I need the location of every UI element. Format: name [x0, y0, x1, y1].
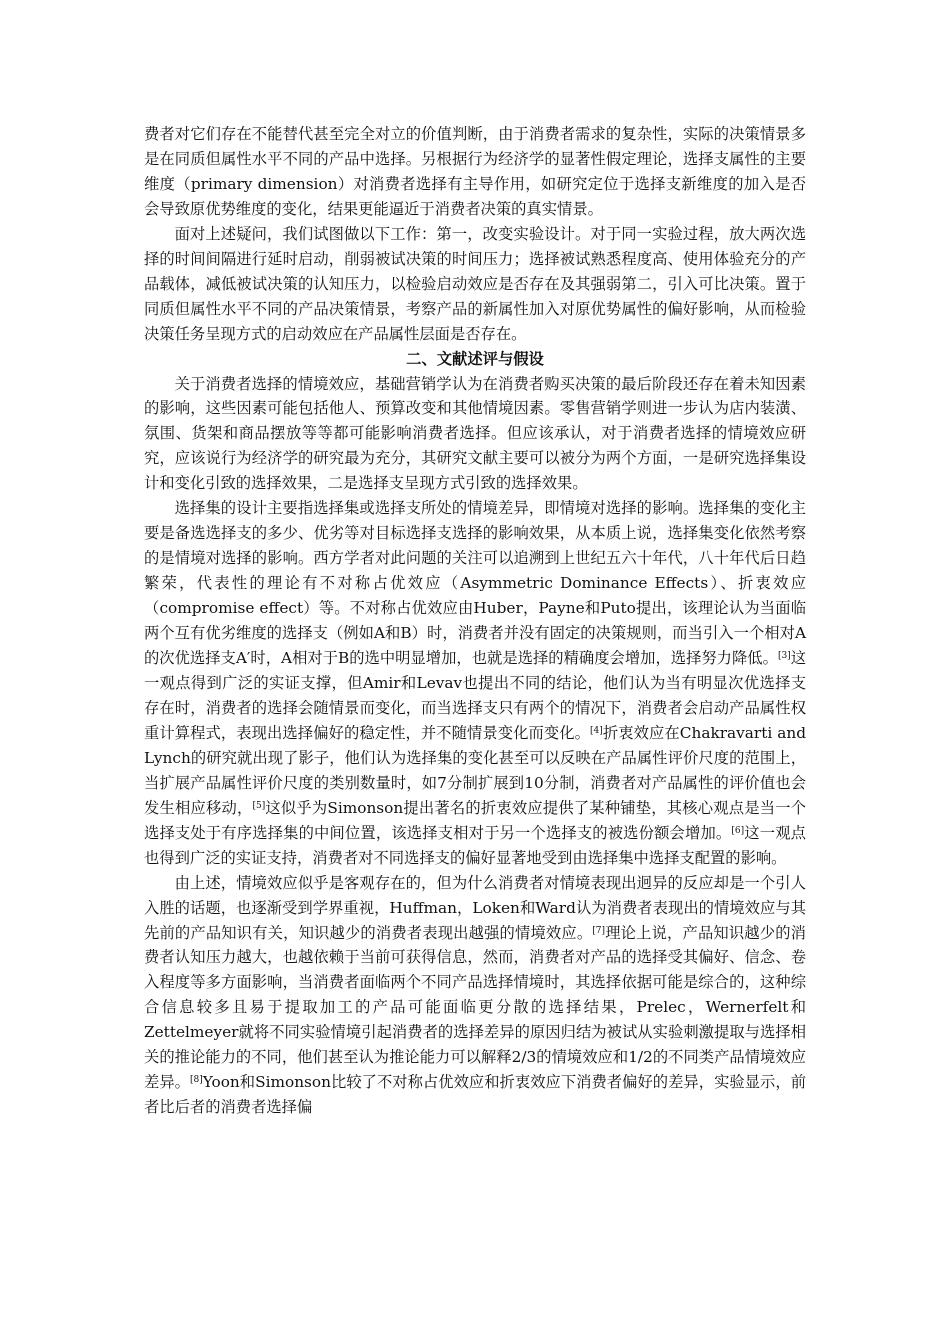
document-page	[144, 122, 806, 1120]
paragraph-5-text-b: 理论上说，产品知识越少的消费者认知压力越大，也越依赖于当前可获得信息，然而，消费者对产品的选择受其偏好、信念、卷入程度等多方面影响，当消费者面临两个不同产品选择情境时，其选择依据可能是综合的，这种综合信息较多且易于提取加工的产品可能面临更分散的选择结果，Prelec，Wernerfelt和Zettelmeyer就将不同实验情境引起消费者的选择差异的原因归结为被试从实验刺激提取与选择相关的推论能力的不同，他们甚至认为推论能力可以解释2/3的情境效应和1/2的不同类产品情境效应差异。	[144, 923, 806, 1092]
paragraph-4-text-a: 选择集的设计主要指选择集或选择支所处的情境差异，即情境对选择的影响。选择集的变化主要是备选选择支的多少、优劣等对目标选择支选择的影响效果，从本质上说，选择集变化依然考察的是情境对选择的影响。西方学者对此问题的关注可以追溯到上世纪五六十年代，八十年代后日趋繁荣，代表性的理论有不对称占优效应（Asymmetric Dominance Effects）、折衷效应（compromise effect）等。不对称占优效应由Huber，Payne和Puto提出，该理论认为当面临两个互有优劣维度的选择支（例如A和B）时，消费者并没有固定的决策规则，而当引入一个相对A的次优选择支A′时，A相对于B的选中明显增加，也就是选择的精确度会增加，选择努力降低。	[144, 499, 806, 668]
paragraph-4-text-d: 这似乎为Simonson提出著名的折衷效应提供了某种铺垫，其核心观点是当一个选择支处于有序选择集的中间位置，该选择支相对于另一个选择支的被选份额会增加。	[144, 798, 806, 842]
paragraph-4-text-b: 这一观点得到广泛的实证支撑，但Amir和Levav也提出不同的结论，他们认为当有明显次优选择支存在时，消费者的选择会随情景而变化，而当选择支只有两个的情况下，消费者会启动产品属性权重计算程式，表现出选择偏好的稳定性，并不随情景变化而变化。	[144, 649, 806, 742]
paragraph-3: 关于消费者选择的情境效应，基础营销学认为在消费者购买决策的最后阶段还存在着未知因素的影响，这些因素可能包括他人、预算改变和其他情境因素。零售营销学则进一步认为店内装潢、氛围、货架和商品摆放等等都可能影响消费者选择。但应该承认，对于消费者选择的情境效应研究，应该说行为经济学的研究最为充分，其研究文献主要可以被分为两个方面，一是研究选择集设计和变化引致的选择效果，二是选择支呈现方式引致的选择效果。	[144, 374, 806, 493]
citation-7: [7]	[592, 925, 606, 936]
citation-5: [5]	[252, 800, 266, 811]
paragraph-4-text-e: 这一观点也得到广泛的实证支持，消费者对不同选择支的偏好显著地受到由选择集中选择支配置的影响。	[144, 823, 806, 867]
paragraph-5-text-c: Yoon和Simonson比较了不对称占优效应和折衷效应下消费者偏好的差异，实验显示，前者比后者的消费者选择偏	[144, 1073, 806, 1117]
paragraph-5	[144, 871, 806, 1121]
citation-6: [6]	[731, 825, 745, 836]
citation-3: [3]	[777, 651, 791, 662]
paragraph-4	[144, 496, 806, 870]
citation-4: [4]	[590, 725, 603, 736]
paragraph-4-text-c: 折衷效应在Chakravarti and Lynch的研究就出现了影子，他们认为选择集的变化甚至可以反映在产品属性评价尺度的范围上，当扩展产品属性评价尺度的类别数量时，如7分制扩展到10分制，消费者对产品属性的评价值也会发生相应移动，	[144, 723, 806, 817]
paragraph-2: 面对上述疑问，我们试图做以下工作：第一，改变实验设计。对于同一实验过程，放大两次选择的时间间隔进行延时启动，削弱被试决策的时间压力；选择被试熟悉程度高、使用体验充分的产品载体，减低被试决策的认知压力，以检验启动效应是否存在及其强弱第二，引入可比决策。置于同质但属性水平不同的产品决策情景，考察产品的新属性加入对原优势属性的偏好影响，从而检验决策任务呈现方式的启动效应在产品属性层面是否存在。	[144, 224, 806, 343]
paragraph-1: 费者对它们存在不能替代甚至完全对立的价值判断，由于消费者需求的复杂性，实际的决策情景多是在同质但属性水平不同的产品中选择。另根据行为经济学的显著性假定理论，选择支属性的主要维度（primary dimension）对消费者选择有主导作用，如研究定位于选择支新维度的加入是否会导致原优势维度的变化，结果更能逼近于消费者决策的真实情景。	[144, 125, 806, 218]
section-heading: 二、文献述评与假设	[406, 349, 544, 368]
citation-8: [8]	[189, 1075, 203, 1086]
paragraph-5-text-a: 由上述，情境效应似乎是客观存在的，但为什么消费者对情境表现出迥异的反应却是一个引人入胜的话题，也逐渐受到学界重视，Huffman，Loken和Ward认为消费者表现出的情境效应与其先前的产品知识有关，知识越少的消费者表现出越强的情境效应。	[144, 873, 806, 942]
